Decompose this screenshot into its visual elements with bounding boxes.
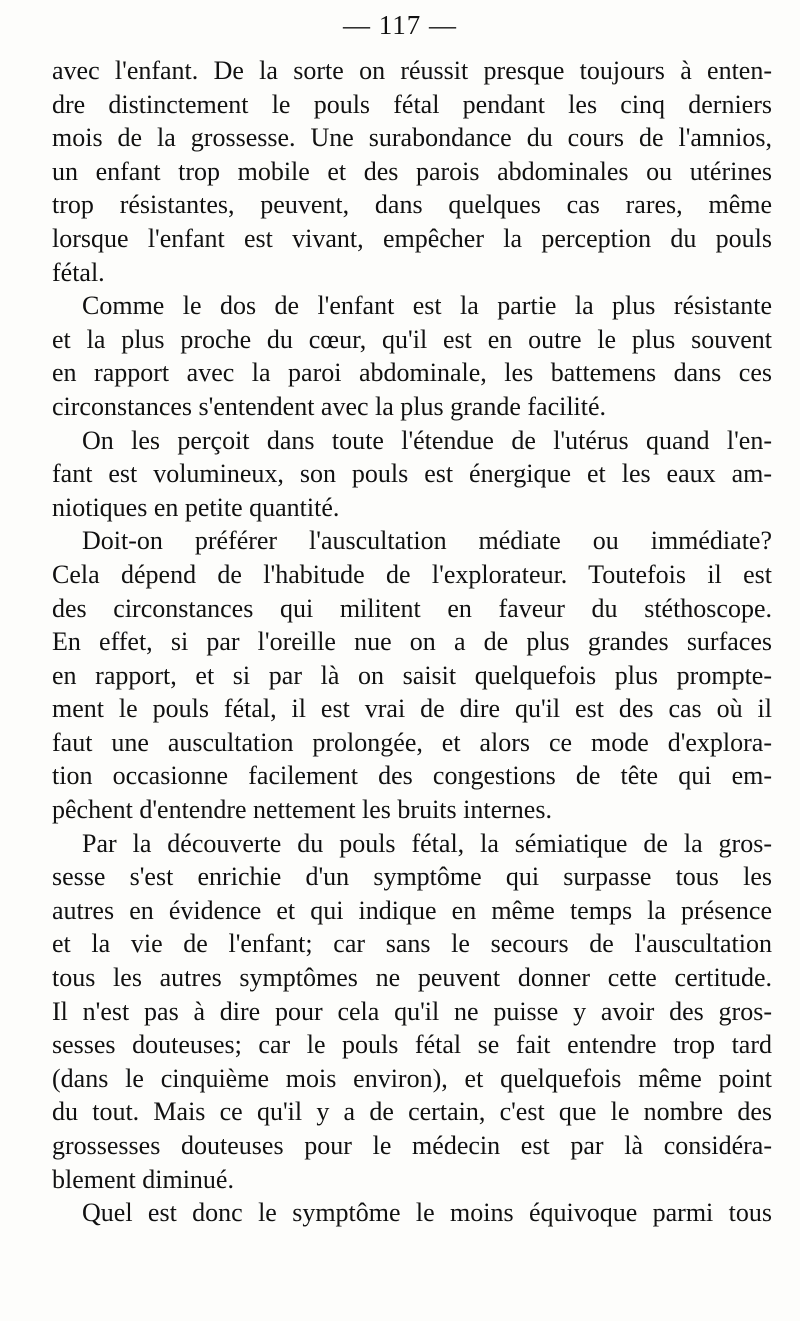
text-line: en rapport avec la paroi abdominale, les battemens dans ces: [52, 358, 772, 388]
text-line: et la vie de l'enfant; car sans le secours de l'auscultation: [52, 929, 772, 959]
text-line: avec l'enfant. De la sorte on réussit presque toujours à enten-: [52, 56, 772, 85]
text-line: et la plus proche du cœur, qu'il est en outre le plus souvent: [52, 324, 772, 354]
text-line: grossesses douteuses pour le médecin est par là considéra-: [52, 1131, 772, 1160]
text-line: (dans le cinquième mois environ), et quelquefois même point: [52, 1063, 772, 1093]
text-line: tous les autres symptômes ne peuvent donner cette certitude.: [52, 963, 772, 993]
text-line: Doit-on préférer l'auscultation médiate ou immédiate?: [82, 526, 772, 556]
text-line: dre distinctement le pouls fétal pendant les cinq derniers: [52, 89, 772, 119]
body-text: [52, 54, 772, 1230]
text-line: mois de la grossesse. Une surabondance du cours de l'amnios,: [52, 123, 772, 153]
text-line: Cela dépend de l'habitude de l'explorateur. Toutefois il est: [52, 559, 772, 589]
text-line: lorsque l'enfant est vivant, empêcher la perception du pouls: [52, 223, 772, 253]
text-line: sesses douteuses; car le pouls fétal se fait entendre trop tard: [52, 1030, 772, 1060]
text-line: En effet, si par l'oreille nue on a de plus grandes surfaces: [52, 627, 772, 657]
text-line: faut une auscultation prolongée, et alors ce mode d'explora-: [52, 727, 772, 757]
text-line: autres en évidence et qui indique en même temps la présence: [52, 895, 772, 925]
text-line: tion occasionne facilement des congestions de tête qui em-: [52, 761, 772, 791]
page-number: — 117 —: [343, 10, 457, 40]
paragraph: [52, 424, 772, 525]
text-line: Comme le dos de l'enfant est la partie la plus résistante: [82, 291, 772, 321]
text-line: du tout. Mais ce qu'il y a de certain, c'est que le nombre des: [52, 1097, 772, 1127]
text-line: en rapport, et si par là on saisit quelquefois plus prompte-: [52, 660, 772, 690]
text-line: trop résistantes, peuvent, dans quelques cas rares, même: [52, 190, 772, 220]
text-line: circonstances s'entendent avec la plus grande facilité.: [52, 391, 607, 421]
text-line: Par la découverte du pouls fétal, la sémiatique de la gros-: [82, 828, 772, 858]
text-line: niotiques en petite quantité.: [52, 492, 340, 522]
text-line: Il n'est pas à dire pour cela qu'il ne puisse y avoir des gros-: [52, 996, 772, 1026]
text-line: pêchent d'entendre nettement les bruits internes.: [52, 795, 552, 825]
paragraph: [52, 289, 772, 423]
text-line: On les perçoit dans toute l'étendue de l'utérus quand l'en-: [82, 425, 772, 455]
text-line: sesse s'est enrichie d'un symptôme qui surpasse tous les: [52, 862, 772, 892]
text-line: un enfant trop mobile et des parois abdominales ou utérines: [52, 156, 772, 186]
paragraph: [52, 524, 772, 826]
paragraph: [52, 54, 772, 289]
paragraph: [52, 827, 772, 1197]
text-line: ment le pouls fétal, il est vrai de dire qu'il est des cas où il: [52, 694, 772, 724]
text-line: fétal.: [52, 257, 105, 287]
text-line: Quel est donc le symptôme le moins équivoque parmi tous: [82, 1198, 772, 1228]
paragraph: [52, 1196, 772, 1230]
text-line: des circonstances qui militent en faveur du stéthoscope.: [52, 593, 772, 623]
text-line: blement diminué.: [52, 1164, 234, 1194]
text-line: fant est volumineux, son pouls est énergique et les eaux am-: [52, 459, 772, 489]
